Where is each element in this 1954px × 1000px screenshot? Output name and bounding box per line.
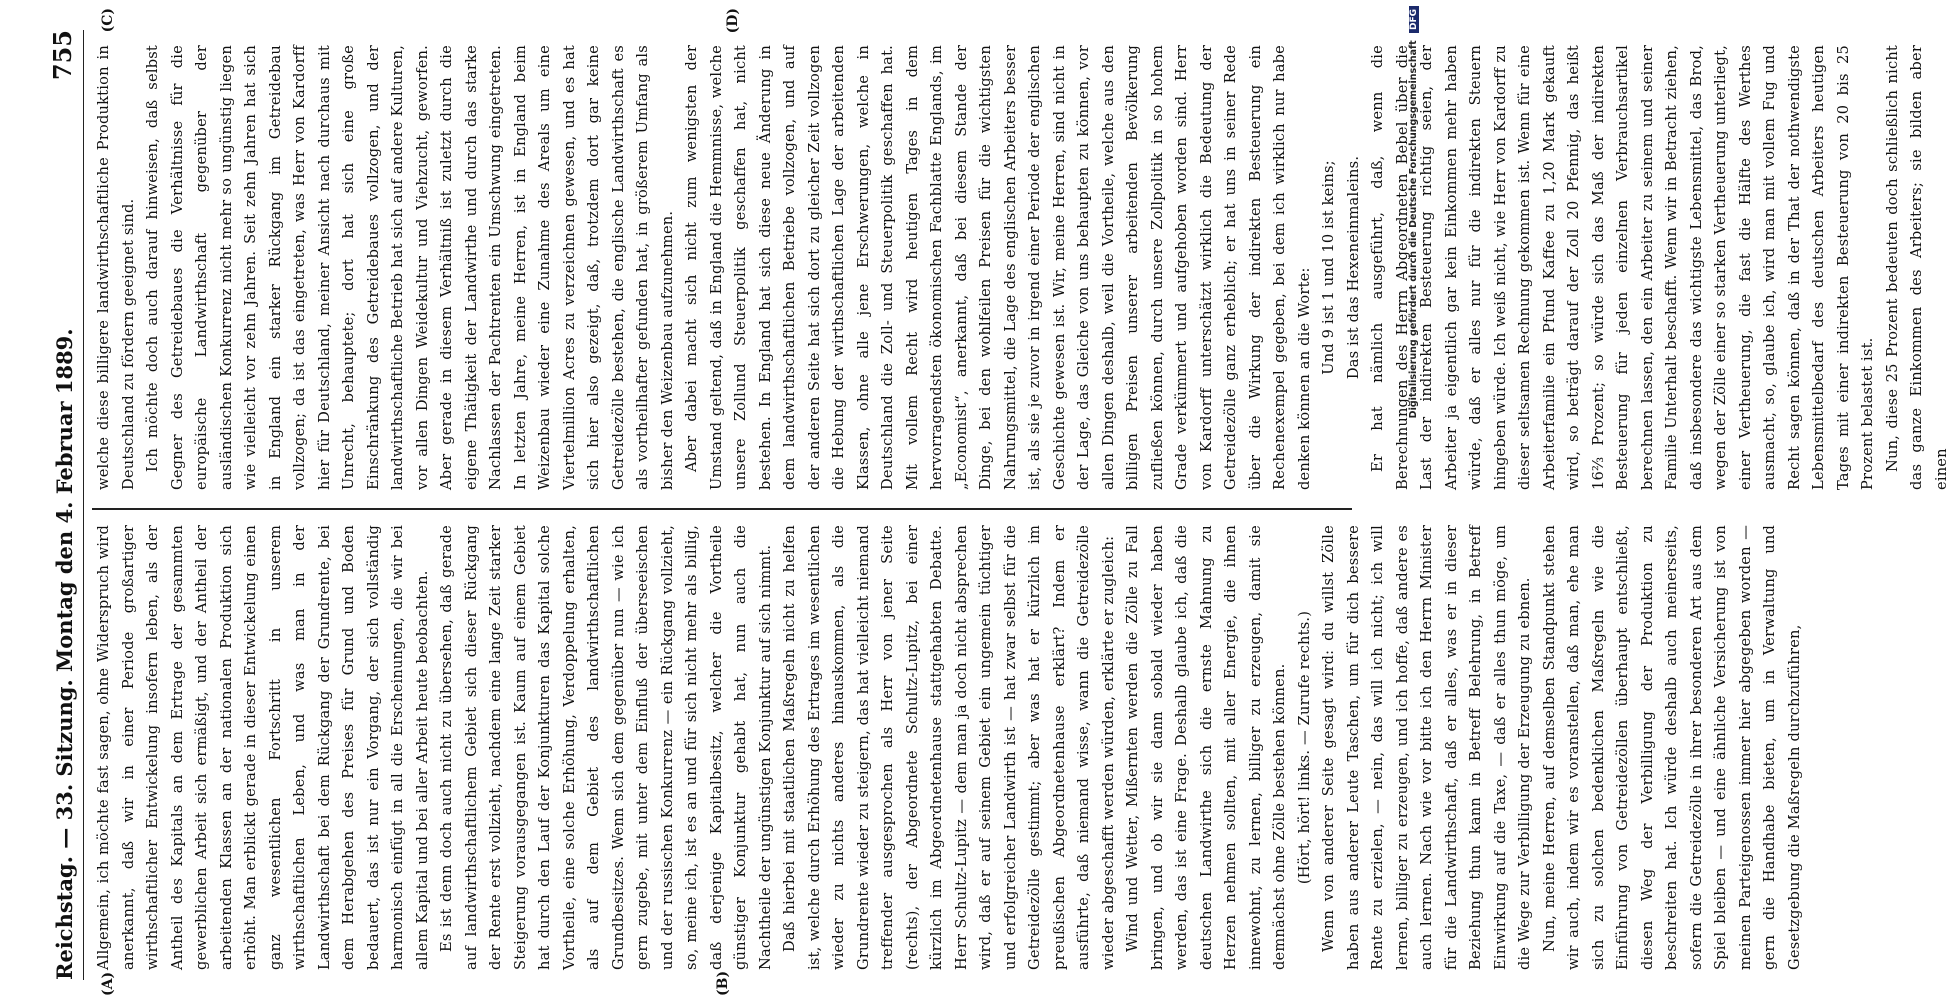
- digitization-credit: [1408, 0, 1419, 1000]
- margin-marker-d: (D): [725, 8, 741, 34]
- dfg-logo: DFG: [1409, 6, 1419, 33]
- margin-marker-c: (C): [100, 8, 116, 33]
- paragraph: Er hat nämlich ausgeführt, daß, wenn die Berechnungen des Herrn Abgeordneten Bebel über die Last der indirekten Besteuerung richtig seien, der Arbeiter ja eigentlich gar kein Einkommen mehr haben würde, daß er alles nur für die indirekten Steuern hingeben würde. Ich weiß nicht, wie Herr von Kardorff zu dieser seltsamen Rechnung gekommen ist. Wenn für eine Arbeiterfamilie ein Pfund Kaffee zu 1,20 Mark gekauft wird, so beträgt darauf der Zoll 20 Pfennig, das heißt 16⅔ Prozent; so würde sich das Maß der indirekten Besteuerung für jeden einzelnen Verbrauchsartikel berechnen lassen, den ein Arbeiter zu seinem und seiner Familie Unterhalt beschafft. Wenn wir in Betracht ziehen, daß insbesondere das wichtigste Lebensmittel, das Brod, wegen der Zölle einer so starken Vertheuerung unterliegt, einer Vertheuerung, die fast die Hälfte des Werthes ausmacht, so, glaube ich, wird man mit vollem Fug und Recht sagen können, daß in der That der nothwendigste Lebensmittelbedarf des deutschen Arbeiters heutigen Tages mit einer indirekten Besteuerung von 20 bis 25 Prozent belastet ist.: [1369, 45, 1876, 490]
- column-left: [92, 525, 1803, 970]
- interjection: (Hört, hört! links. — Zurufe rechts.): [1295, 610, 1313, 885]
- running-head: Reichstag. — 33. Sitzung. Montag den 4. Februar 1889.: [52, 328, 77, 980]
- column-divider: [92, 509, 1352, 511]
- credit-text: Digitalisierung gefördert durch die Deutsche Forschungsgemeinschaft: [1408, 40, 1419, 419]
- paragraph: Es ist denn doch auch nicht zu übersehen, daß gerade auf landwirthschaftlichem Gebiet sich dieser Rückgang der Rente erst vollzieht, nachdem eine lange Zeit starker Steigerung vorausgegangen ist. Kaum auf einem Gebiet hat durch den Lauf der Konjunkturen das Kapital solche Vortheile, eine solche Erhöhung, Verdoppelung erhalten, als auf dem Gebiet des landwirthschaftlichen Grundbesitzes. Wenn sich dem gegenüber nun — wie ich gern zugebe, mit unter dem Einfluß der überseeischen und der russischen Konkurrenz — ein Rückgang vollzieht, so, meine ich, ist es an und für sich nicht mehr als billig, daß derjenige Kapitalbesitz, welcher die Vortheile günstiger Konjunktur gehabt hat, nun auch die Nachtheile der ungünstigen Konjunktur auf sich nimmt.: [438, 525, 774, 970]
- paragraph: welche diese billigere landwirthschaftliche Produktion in Deutschland zu fördern geeignet sind.: [95, 45, 137, 490]
- page-number: 755: [48, 30, 77, 81]
- paragraph: Ich möchte doch auch darauf hinweisen, daß selbst Gegner des Getreidebaues die Verhältnisse für die europäische Landwirthschaft gegenüber der ausländischen Konkurrenz nicht mehr so ungünstig liegen wie vielleicht vor zehn Jahren. Seit zehn Jahren hat sich in England ein starker Rückgang im Getreidebau vollzogen; da ist das eingetreten, was Herr von Kardorff hier für Deutschland, meiner Ansicht nach durchaus mit Unrecht, behauptete; dort hat sich eine große Einschränkung des Getreidebaues vollzogen, und der landwirthschaftliche Betrieb hat sich auf andere Kulturen, vor allen Dingen Weidekultur und Viehzucht, geworfen. Aber gerade in diesem Verhältniß ist zuletzt durch die eigene Thätigkeit der Landwirthe und durch das starke Nachlassen der Pachtrenten ein Umschwung eingetreten. In letzten Jahre, meine Herren, ist in England beim Weizenbau wieder eine Zunahme des Areals um eine Viertelmillion Acres zu verzeichnen gewesen, und es hat sich hier also gezeigt, daß, trotzdem dort gar keine Getreidezölle bestehen, die englische Landwirthschaft es als vortheilhafter gefunden hat, in größerem Umfang als bisher den Weizenbau aufzunehmen.: [144, 45, 676, 490]
- margin-marker-a: (A): [100, 971, 116, 996]
- page-header: [40, 30, 84, 980]
- verse-line: Das ist das Hexeneinmaleins.: [1344, 155, 1362, 380]
- paragraph: Allgemein, ich möchte fast sagen, ohne Widerspruch wird anerkannt, daß wir in einer Periode großartiger wirthschaftlicher Entwickelung insofern leben, als der Antheil des Kapitals an dem Ertrage der gesammten gewerblichen Arbeit sich ermäßigt, und der Antheil der arbeitenden Klassen an der nationalen Produktion sich erhöht. Man erblickt gerade in dieser Entwickelung einen ganz wesentlichen Fortschritt in unserem wirthschaftlichen Leben, und was man in der Landwirthschaft bei dem Rückgang der Grundrente, bei dem Herabgehen des Preises für Grund und Boden bedauert, das ist nur ein Vorgang, der sich vollständig harmonisch einfügt in all die Erscheinungen, die wir bei allem Kapital und bei aller Arbeit heute beobachten.: [95, 525, 431, 970]
- paragraph: Nun, diese 25 Prozent bedeuten doch schließlich nicht das ganze Einkommen des Arbeiters; sie bilden aber einen: [1883, 45, 1950, 490]
- paragraph: Aber dabei macht sich nicht zum wenigsten der Umstand geltend, daß in England die Hemmnisse, welche unsere Zollund Steuerpolitik geschaffen hat, nicht bestehen. In England hat sich diese neue Änderung in dem landwirthschaftlichen Betriebe vollzogen, und auf der anderen Seite hat sich dort zu gleicher Zeit vollzogen die Hebung der wirthschaftlichen Lage der arbeitenden Klassen, ohne alle jene Erschwerungen, welche in Deutschland die Zoll- und Steuerpolitik geschaffen hat. Mit vollem Recht wird heutigen Tages in dem hervorragendsten ökonomischen Fachblatte Englands, im „Economist“, anerkannt, daß bei diesem Stande der Dinge, bei den wohlfeilen Preisen für die wichtigsten Nahrungsmittel, die Lage des englischen Arbeiters besser ist, als sie je zuvor in irgend einer Periode der englischen Geschichte gewesen ist. Wir, meine Herren, sind nicht in der Lage, das Gleiche von uns behaupten zu können, vor allen Dingen deshalb, weil die Vortheile, welche aus den billigen Preisen unserer arbeitenden Bevölkerung zufließen können, durch unsere Zollpolitik in so hohem Grade verkümmert und aufgehoben worden sind. Herr von Kardorff unterschätzt wirklich die Bedeutung der Getreidezölle ganz erheblich; er hat uns in seiner Rede über die Wirkung der indirekten Besteuerung ein Rechenexempel gegeben, bei dem ich wirklich nur habe denken können an die Worte:: [683, 45, 1313, 490]
- paragraph: Nun, meine Herren, auf demselben Standpunkt stehen wir auch, indem wir es voranstellen, daß man, ehe man sich zu solchen bedenklichen Maßregeln wie die Einführung von Getreidezöllen überhaupt entschließt, diesen Weg der Verbilligung der Produktion zu beschreiten hat. Ich würde deshalb auch meinerseits, sofern die Getreidezölle in ihrer besonderen Art aus dem Spiel bleiben — und eine ähnliche Versicherung ist von meinen Parteigenossen immer hier abgegeben worden — gern die Handhabe bieten, um in Verwaltung und Gesetzgebung die Maßregeln durchzuführen,: [1540, 525, 1803, 970]
- verse-line: Und 9 ist 1 und 10 ist keins;: [1320, 160, 1337, 375]
- paragraph: Daß hierbei mit staatlichen Maßregeln nicht zu helfen ist, welche durch Erhöhung des Ertrages im wesentlichen wieder zu nichts anderes hinauskommen, als die Grundrente wieder zu steigern, das hat vielleicht niemand treffender ausgesprochen als Herr von jener Seite (rechts), der Abgeordnete Schultz-Lupitz, bei einer kürzlich im Abgeordnetenhause stattgehabten Debatte. Herr Schultz-Lupitz — dem man ja doch nicht absprechen wird, daß er auf seinem Gebiet ein ungemein tüchtiger und erfolgreicher Landwirth ist — hat zwar selbst für die Getreidezölle gestimmt; aber was hat er kürzlich im preußischen Abgeordnetenhause erklärt? Indem er ausführte, daß niemand wisse, wann die Getreidezölle wieder abgeschafft werden würden, erklärte er zugleich:: [781, 525, 1117, 970]
- paragraph: Wenn von anderer Seite gesagt wird: du willst Zölle haben aus anderer Leute Taschen, um für dich bessere Rente zu erzielen, — nein, das will ich nicht; ich will lernen, billiger zu erzeugen, und ich hoffe, daß andere es auch lernen. Nach wie vor bitte ich den Herrn Minister für die Landwirthschaft, daß er alles, was er in dieser Beziehung thun kann in Betreff Belehrung, in Betreff Einwirkung auf die Taxe, — daß er alles thun möge, um die Wege zur Verbilligung der Erzeugung zu ebnen.: [1320, 525, 1533, 970]
- margin-marker-b: (B): [715, 970, 731, 996]
- quotation: Wind und Wetter, Mißernten werden die Zölle zu Fall bringen, und ob wir sie dann sobald wieder haben werden, das ist eine Frage. Deshalb glaube ich, daß die deutschen Landwirthe sich die ernste Mahnung zu Herzen nehmen sollten, mit aller Energie, die ihnen innewohnt, zu lernen, billiger zu erzeugen, damit sie demnächst ohne Zölle bestehen können.: [1124, 525, 1288, 970]
